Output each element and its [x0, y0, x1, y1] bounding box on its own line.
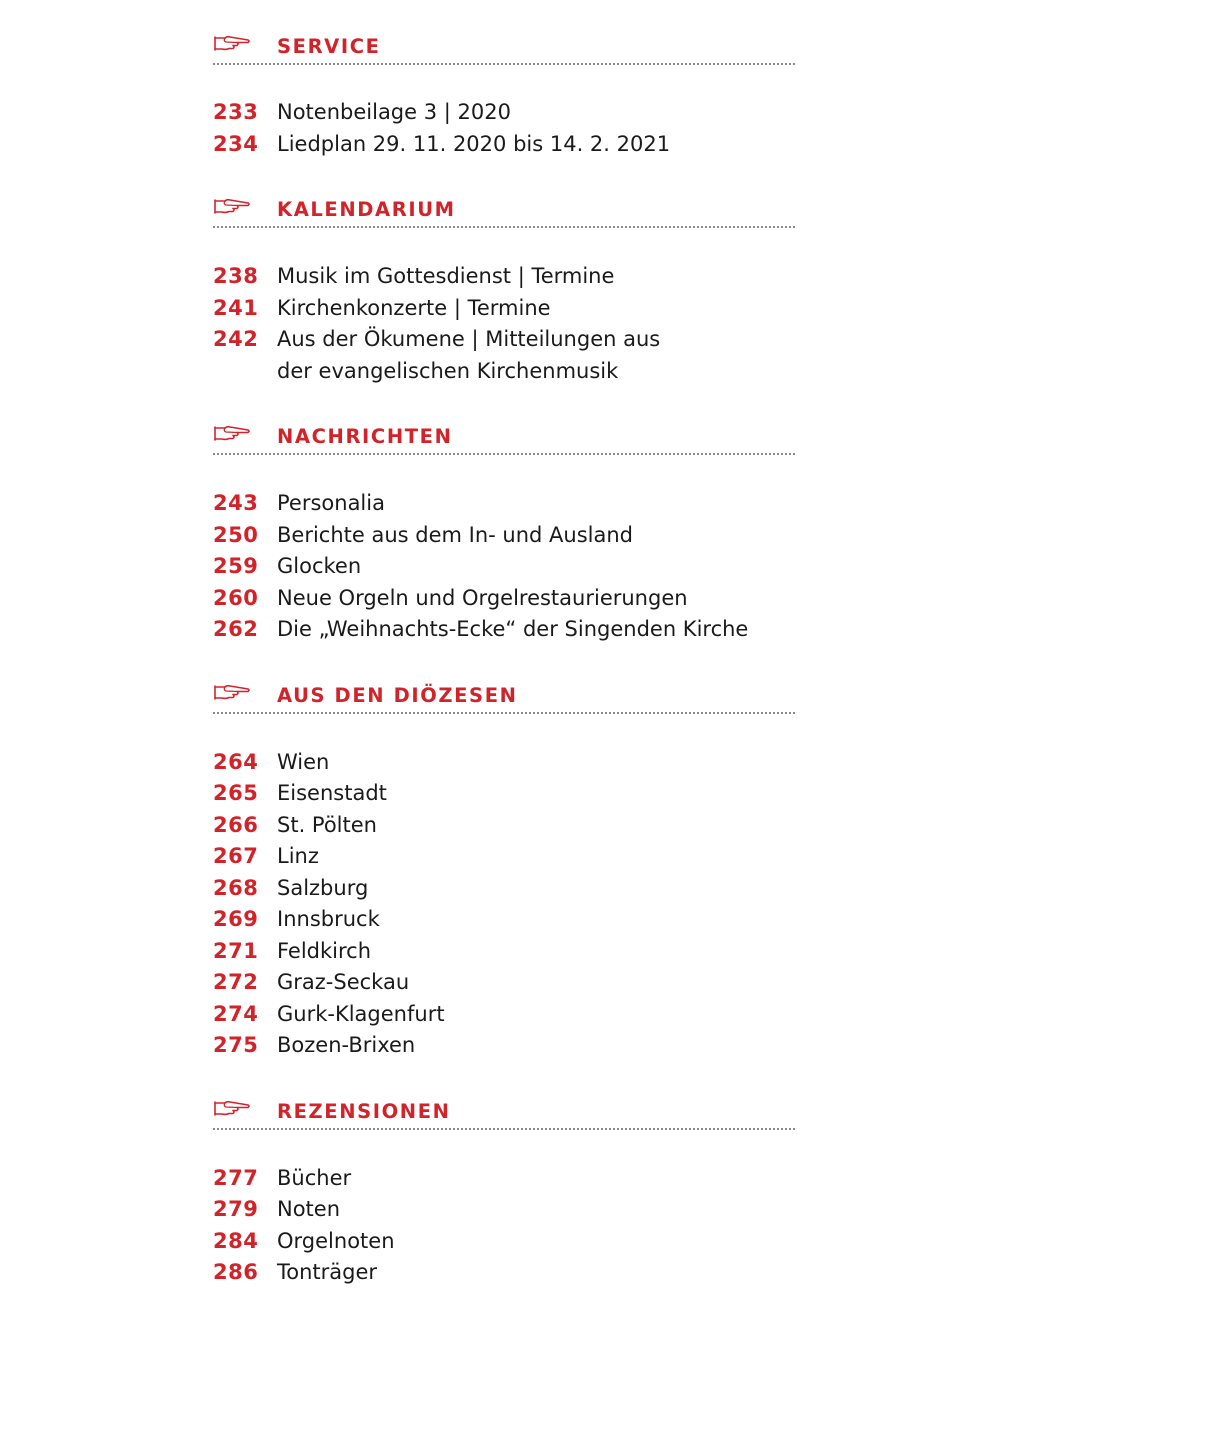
entry-title: Liedplan 29. 11. 2020 bis 14. 2. 2021 — [277, 131, 671, 156]
page-number: 284 — [213, 1228, 259, 1253]
entry-title: Kirchenkonzerte | Termine — [277, 295, 551, 320]
page-number: 234 — [213, 131, 259, 156]
pointing-hand-icon — [213, 1098, 251, 1118]
page-number: 271 — [213, 938, 259, 963]
section-title: AUS DEN DIÖZESEN — [277, 683, 518, 707]
entry-title: Notenbeilage 3 | 2020 — [277, 100, 511, 124]
list-item[interactable] — [213, 1194, 795, 1226]
list-item[interactable] — [213, 324, 795, 387]
entry-list — [213, 488, 795, 646]
list-item[interactable] — [213, 129, 795, 161]
page-number: 277 — [213, 1165, 259, 1190]
list-item[interactable] — [213, 841, 795, 873]
entry-title: Bozen-Brixen — [277, 1033, 416, 1057]
entry-title: Wien — [277, 749, 330, 774]
entry-title: Musik im Gottesdienst | Termine — [277, 264, 615, 288]
page-number: 241 — [213, 295, 259, 320]
page-number: 266 — [213, 812, 259, 837]
entry-title: Neue Orgeln und Orgelrestaurierungen — [277, 585, 688, 610]
page-number: 259 — [213, 554, 259, 578]
page-number: 269 — [213, 907, 259, 931]
list-item[interactable] — [213, 1257, 795, 1289]
list-item[interactable] — [213, 873, 795, 905]
page-number: 243 — [213, 491, 259, 515]
section-header — [213, 1095, 795, 1130]
page-number: 274 — [213, 1001, 259, 1026]
entry-title: Graz-Seckau — [277, 970, 410, 994]
list-item[interactable] — [213, 747, 795, 779]
page-number: 268 — [213, 875, 259, 900]
list-item[interactable] — [213, 1030, 795, 1062]
section-title: KALENDARIUM — [277, 198, 456, 221]
page-number: 275 — [213, 1033, 259, 1057]
list-item[interactable] — [213, 614, 795, 646]
table-of-contents — [213, 30, 795, 1289]
entry-title: Bücher — [277, 1165, 352, 1190]
section-nachrichten — [213, 420, 795, 646]
page-number: 242 — [213, 327, 259, 351]
list-item[interactable] — [213, 551, 795, 583]
page-number: 233 — [213, 100, 259, 124]
page-number: 250 — [213, 522, 259, 547]
entry-title: Gurk-Klagenfurt — [277, 1001, 445, 1026]
list-item[interactable] — [213, 97, 795, 129]
entry-title: Glocken — [277, 554, 362, 578]
section-header — [213, 193, 795, 228]
entry-title: Eisenstadt — [277, 781, 387, 805]
list-item[interactable] — [213, 488, 795, 520]
list-item[interactable] — [213, 936, 795, 968]
entry-list — [213, 1163, 795, 1289]
page-number: 272 — [213, 970, 259, 994]
page-number: 264 — [213, 749, 259, 774]
entry-title: Feldkirch — [277, 938, 372, 963]
list-item[interactable] — [213, 967, 795, 999]
entry-title: St. Pölten — [277, 812, 377, 837]
entry-title: Tonträger — [277, 1260, 378, 1284]
section-aus-den-dioezesen — [213, 679, 795, 1062]
list-item[interactable] — [213, 1226, 795, 1258]
page-number: 279 — [213, 1197, 259, 1221]
entry-title: Orgelnoten — [277, 1228, 395, 1253]
entry-list — [213, 261, 795, 387]
entry-title: Salzburg — [277, 875, 369, 900]
pointing-hand-icon — [213, 33, 251, 53]
pointing-hand-icon — [213, 423, 251, 443]
list-item[interactable] — [213, 810, 795, 842]
list-item[interactable] — [213, 999, 795, 1031]
entry-title: Linz — [277, 844, 319, 868]
list-item[interactable] — [213, 520, 795, 552]
page-number: 265 — [213, 781, 259, 805]
list-item[interactable] — [213, 1163, 795, 1195]
list-item[interactable] — [213, 583, 795, 615]
section-title: SERVICE — [277, 35, 381, 58]
list-item[interactable] — [213, 261, 795, 293]
section-header — [213, 420, 795, 455]
entry-title: Die „Weihnachts-Ecke“ der Singenden Kirche — [277, 617, 749, 641]
section-service — [213, 30, 795, 160]
section-header — [213, 679, 795, 714]
entry-title: Berichte aus dem In- und Ausland — [277, 522, 633, 547]
pointing-hand-icon — [213, 196, 251, 216]
page-number: 267 — [213, 844, 259, 868]
page-number: 260 — [213, 585, 259, 610]
list-item[interactable] — [213, 904, 795, 936]
page-number: 262 — [213, 617, 259, 641]
page-number: 238 — [213, 264, 259, 288]
entry-list — [213, 747, 795, 1062]
section-kalendarium — [213, 193, 795, 387]
pointing-hand-icon — [213, 682, 251, 702]
entry-title: Innsbruck — [277, 907, 380, 931]
entry-list — [213, 97, 795, 160]
entry-title: Personalia — [277, 491, 385, 515]
entry-title: Noten — [277, 1197, 341, 1221]
page-number: 286 — [213, 1260, 259, 1284]
section-header — [213, 30, 795, 65]
section-rezensionen — [213, 1095, 795, 1289]
list-item[interactable] — [213, 778, 795, 810]
list-item[interactable] — [213, 293, 795, 325]
entry-title: Aus der Ökumene | Mitteilungen aus der evangelischen Kirchenmusik — [277, 327, 661, 383]
section-title: NACHRICHTEN — [277, 425, 453, 448]
section-title: REZENSIONEN — [277, 1099, 451, 1123]
